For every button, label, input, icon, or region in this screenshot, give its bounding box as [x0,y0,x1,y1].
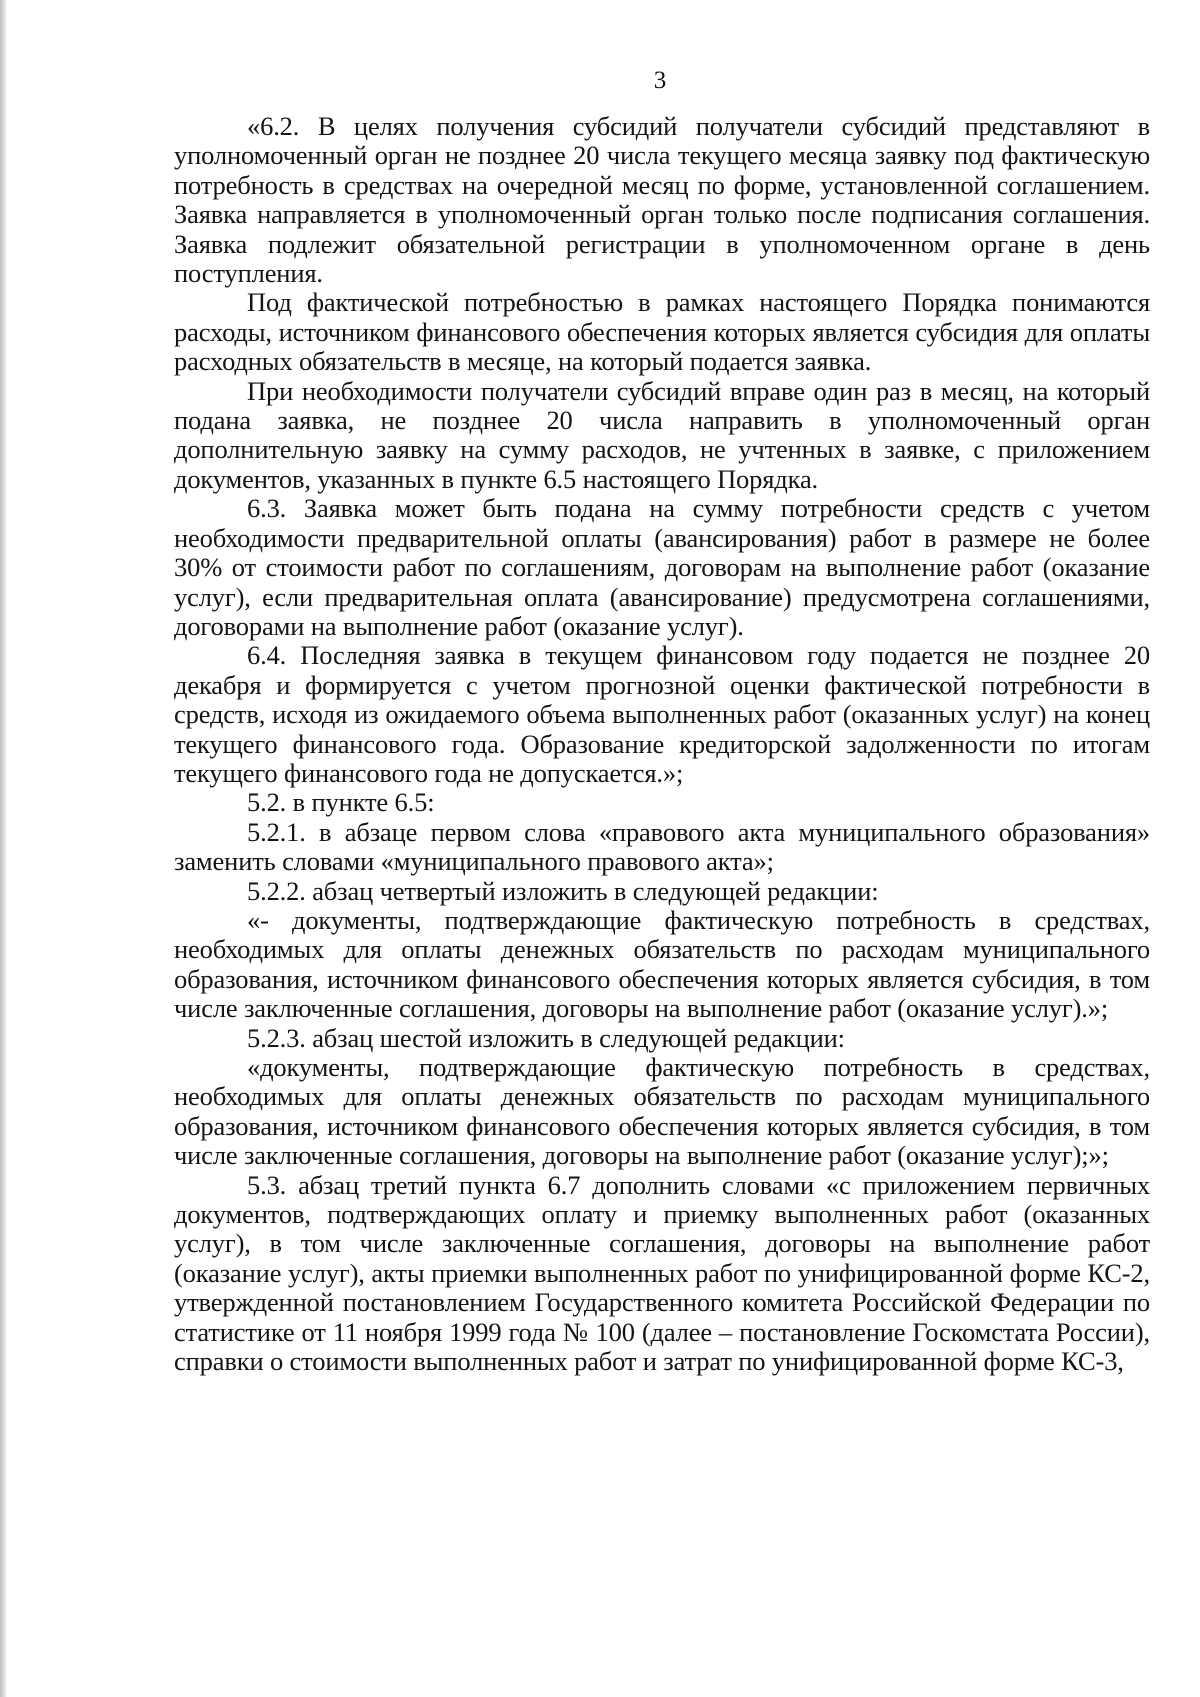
paragraph-5-2: 5.2. в пункте 6.5: [247,787,435,818]
paragraph-5-2-1: 5.2.1. в абзаце первом слова «правового акта муниципального образования» заменить словами «муниципального правового акта»; [174,816,1150,877]
paragraph-5-2-2-text: «- документы, подтверждающие фактическую потребность в средствах, необходимых для оплаты денежных обязательств по расходам муниципального образования, источником финансового обеспечения которых является субсидия, в том числе заключенные соглашения, договоры на выполнение работ (оказание услуг).»; [174,904,1150,1024]
paragraph-additional-request: При необходимости получатели субсидий вправе один раз в месяц, на который подана заявка, не позднее 20 числа направить в уполномоченный орган дополнительную заявку на сумму расходов, не учтенных в заявке, с приложением документов, указанных в пункте 6.5 настоящего Порядка. [174,375,1150,494]
page-number: 3 [653,67,667,94]
document-body [174,112,1150,1376]
paragraph-6-4: 6.4. Последняя заявка в текущем финансовом году подается не позднее 20 декабря и формируется с учетом прогнозной оценки фактической потребности в средств, исходя из ожидаемого объема выполненных работ (оказанных услуг) на конец текущего финансового года. Образование кредиторской задолженности по итогам текущего финансового года не допускается.»; [174,640,1150,788]
paragraph-5-2-3: 5.2.3. абзац шестой изложить в следующей редакции: [247,1022,845,1053]
paragraph-5-3: 5.3. абзац третий пункта 6.7 дополнить словами «с приложением первичных документов, подтверждающих оплату и приемку выполненных работ (оказанных услуг), в том числе заключенные соглашения, договоры на выполнение работ (оказание услуг), акты приемки выполненных работ по унифицированной форме КС-2, утвержденной постановлением Государственного комитета Российской Федерации по статистике от 11 ноября 1999 года № 100 (далее – постановление Госкомстата России), справки о стоимости выполненных работ и затрат по унифицированной форме КС-3, [174,1169,1150,1377]
paragraph-6-2: «6.2. В целях получения субсидий получатели субсидий представляют в уполномоченный орган не позднее 20 числа текущего месяца заявку под фактическую потребность в средствах на очередной месяц по форме, установленной соглашением. Заявка направляется в уполномоченный орган только после подписания соглашения. Заявка подлежит обязательной регистрации в уполномоченном органе в день поступления. [174,111,1150,289]
paragraph-6-3: 6.3. Заявка может быть подана на сумму потребности средств с учетом необходимости предварительной оплаты (авансирования) работ в размере не более 30% от стоимости работ по соглашениям, договорам на выполнение работ (оказание услуг), если предварительная оплата (авансирование) предусмотрена соглашениями, договорами на выполнение работ (оказание услуг). [174,493,1150,641]
scan-edge-shadow [0,0,7,1697]
paragraph-5-2-2: 5.2.2. абзац четвертый изложить в следующей редакции: [247,875,879,906]
paragraph-5-2-3-text: «документы, подтверждающие фактическую потребность в средствах, необходимых для оплаты денежных обязательств по расходам муниципального образования, источником финансового обеспечения которых является субсидия, в том числе заключенные соглашения, договоры на выполнение работ (оказание услуг);»; [174,1052,1150,1171]
paragraph-actual-need-definition: Под фактической потребностью в рамках настоящего Порядка понимаются расходы, источником финансового обеспечения которых является субсидия для оплаты расходных обязательств в месяце, на который подается заявка. [174,287,1150,377]
